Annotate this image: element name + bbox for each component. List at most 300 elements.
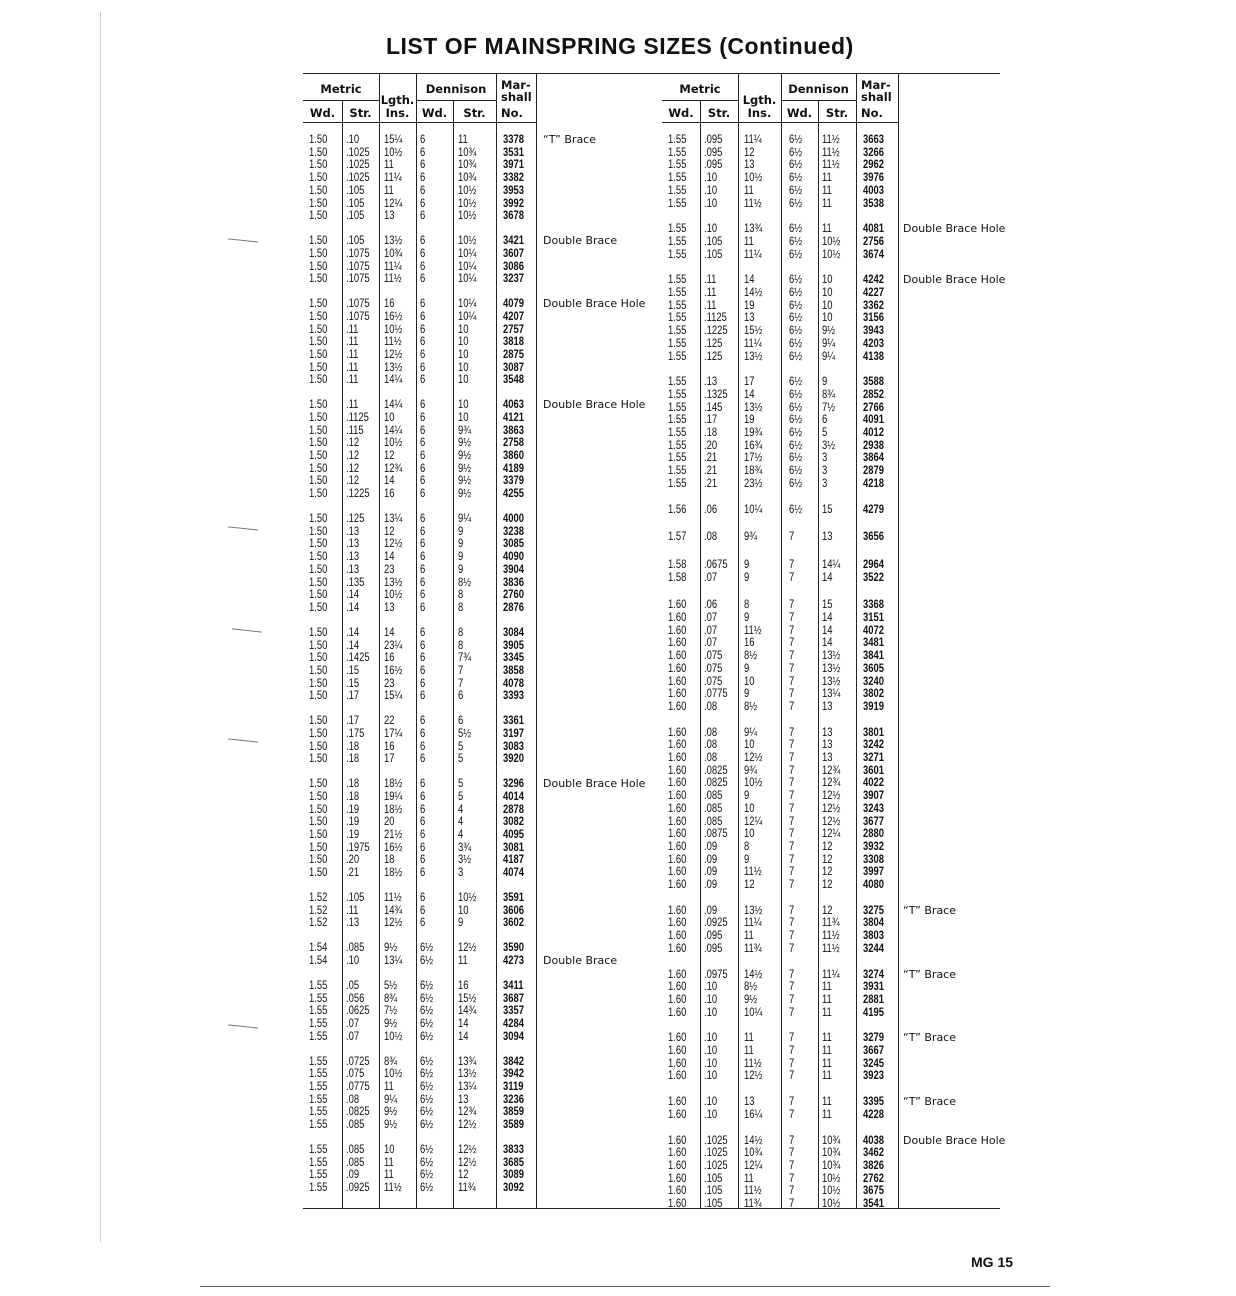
strength-cell: .085 bbox=[346, 942, 365, 955]
marshall-number-cell: 2876 bbox=[503, 601, 524, 614]
marshall-number-cell: 4273 bbox=[503, 955, 524, 967]
dennison-strength-cell: 8 bbox=[458, 639, 464, 652]
length-cell: 12½ bbox=[384, 538, 403, 551]
dennison-strength-cell: 10½ bbox=[822, 248, 841, 261]
strength-cell: .1975 bbox=[346, 841, 370, 854]
row-note: Double Brace Hole bbox=[543, 297, 646, 311]
dennison-strength-cell: 13½ bbox=[822, 675, 841, 688]
width-cell: 1.60 bbox=[668, 700, 687, 713]
marshall-number-cell: 3197 bbox=[503, 727, 524, 740]
header-bottom-rule bbox=[303, 122, 536, 123]
dennison-strength-cell: 7 bbox=[458, 677, 464, 690]
dennison-strength-cell: 12¾ bbox=[458, 1106, 477, 1119]
dennison-width-cell: 7 bbox=[789, 599, 795, 612]
length-cell: 21½ bbox=[384, 829, 403, 841]
dennison-strength-cell: 9½ bbox=[458, 462, 472, 475]
marshall-number-cell: 3678 bbox=[503, 210, 524, 223]
marshall-number-cell: 3656 bbox=[863, 531, 884, 544]
dennison-strength-cell: 10½ bbox=[458, 197, 477, 210]
dennison-width-cell: 6½ bbox=[789, 337, 803, 350]
strength-cell: .0825 bbox=[704, 764, 728, 777]
length-cell: 10 bbox=[744, 675, 755, 688]
dennison-width-cell: 6 bbox=[420, 917, 426, 930]
dennison-strength-cell: 3 bbox=[458, 867, 464, 880]
column-separator bbox=[781, 73, 782, 1208]
marshall-number-cell: 3238 bbox=[503, 525, 524, 538]
header-dennison-str: Str. bbox=[463, 106, 486, 120]
dennison-strength-cell: 6 bbox=[458, 715, 464, 728]
width-cell: 1.60 bbox=[668, 777, 687, 790]
table-bottom-rule bbox=[303, 1208, 1000, 1209]
dennison-width-cell: 6½ bbox=[789, 274, 803, 287]
strength-cell: .09 bbox=[704, 866, 718, 879]
row-note: “T” Brace bbox=[903, 1095, 956, 1109]
strength-cell: .14 bbox=[346, 601, 360, 614]
dennison-width-cell: 6½ bbox=[789, 503, 803, 516]
dennison-width-cell: 6½ bbox=[789, 465, 803, 478]
dennison-strength-cell: 10 bbox=[458, 374, 469, 387]
marshall-number-cell: 3244 bbox=[863, 942, 884, 955]
width-cell: 1.50 bbox=[309, 664, 328, 677]
marshall-number-cell: 3395 bbox=[863, 1096, 884, 1109]
dennison-strength-cell: 8¾ bbox=[822, 388, 836, 401]
dennison-strength-cell: 10¼ bbox=[458, 310, 477, 323]
dennison-strength-cell: 11½ bbox=[822, 159, 840, 172]
width-cell: 1.50 bbox=[309, 323, 328, 336]
dennison-width-cell: 6½ bbox=[789, 350, 803, 363]
dennison-width-cell: 6 bbox=[420, 146, 426, 159]
strength-cell: .095 bbox=[704, 134, 723, 146]
length-cell: 8¾ bbox=[384, 992, 398, 1005]
strength-cell: .14 bbox=[346, 589, 360, 602]
marshall-number-cell: 3548 bbox=[503, 374, 524, 387]
dennison-strength-cell: 10½ bbox=[458, 210, 477, 223]
width-cell: 1.60 bbox=[668, 1045, 687, 1057]
dennison-strength-cell: 9½ bbox=[822, 325, 836, 338]
dennison-width-cell: 7 bbox=[789, 675, 795, 688]
strength-cell: .10 bbox=[346, 134, 360, 146]
marshall-number-cell: 3942 bbox=[503, 1068, 524, 1081]
length-cell: 16 bbox=[384, 652, 395, 665]
marshall-number-cell: 3818 bbox=[503, 336, 524, 349]
dennison-width-cell: 7 bbox=[789, 1159, 795, 1172]
length-cell: 14 bbox=[384, 551, 395, 564]
length-cell: 11 bbox=[744, 184, 754, 197]
marshall-number-cell: 3907 bbox=[863, 790, 884, 803]
length-cell: 16 bbox=[384, 740, 395, 753]
strength-cell: .21 bbox=[704, 477, 718, 490]
strength-cell: .20 bbox=[346, 854, 360, 867]
header-wd: Wd. bbox=[309, 106, 336, 120]
marshall-number-cell: 4189 bbox=[503, 462, 524, 475]
strength-cell: .09 bbox=[704, 904, 718, 917]
dennison-width-cell: 7 bbox=[789, 866, 795, 879]
width-cell: 1.60 bbox=[668, 968, 687, 981]
header-ins: Ins. bbox=[385, 106, 410, 120]
strength-cell: .11 bbox=[346, 904, 359, 917]
strength-cell: .0775 bbox=[346, 1081, 370, 1093]
dennison-width-cell: 6½ bbox=[789, 223, 803, 236]
width-cell: 1.60 bbox=[668, 650, 687, 663]
dennison-width-cell: 6½ bbox=[420, 992, 434, 1005]
width-cell: 1.55 bbox=[309, 1030, 328, 1043]
header-str: Str. bbox=[707, 106, 731, 120]
row-note: Double Brace Hole bbox=[543, 777, 646, 791]
marshall-number-cell: 3462 bbox=[863, 1147, 884, 1160]
marshall-number-cell: 3382 bbox=[503, 172, 524, 185]
strength-cell: .1025 bbox=[346, 159, 370, 172]
strength-cell: .07 bbox=[346, 1030, 360, 1043]
dennison-strength-cell: 3 bbox=[822, 477, 828, 490]
dennison-strength-cell: 9½ bbox=[458, 488, 472, 501]
column-separator bbox=[496, 73, 497, 1208]
dennison-width-cell: 6 bbox=[420, 803, 426, 816]
dennison-width-cell: 6½ bbox=[789, 197, 803, 210]
width-cell: 1.50 bbox=[309, 488, 328, 501]
length-cell: 16½ bbox=[384, 664, 403, 677]
dennison-width-cell: 6 bbox=[420, 790, 426, 803]
strength-cell: .0925 bbox=[346, 1182, 370, 1195]
strength-cell: .13 bbox=[346, 525, 360, 538]
width-cell: 1.60 bbox=[668, 981, 687, 994]
dennison-strength-cell: 7½ bbox=[822, 401, 836, 414]
marshall-number-cell: 3971 bbox=[503, 159, 524, 172]
dennison-width-cell: 6½ bbox=[789, 477, 803, 490]
marshall-number-cell: 3275 bbox=[863, 904, 884, 917]
length-cell: 13 bbox=[744, 159, 755, 172]
dennison-width-cell: 6½ bbox=[420, 1093, 434, 1106]
marshall-number-cell: 4022 bbox=[863, 777, 884, 790]
dennison-width-cell: 7 bbox=[789, 1172, 795, 1185]
width-cell: 1.55 bbox=[668, 248, 687, 261]
marshall-number-cell: 3421 bbox=[503, 235, 524, 248]
dennison-strength-cell: 11 bbox=[822, 1057, 832, 1070]
width-cell: 1.50 bbox=[309, 626, 328, 639]
length-cell: 11¼ bbox=[384, 172, 402, 185]
length-cell: 9¼ bbox=[384, 1093, 398, 1106]
width-cell: 1.60 bbox=[668, 637, 687, 650]
dennison-strength-cell: 15 bbox=[822, 503, 833, 516]
dennison-strength-cell: 10½ bbox=[822, 1185, 841, 1198]
column-separator bbox=[856, 73, 857, 1208]
marshall-number-cell: 3531 bbox=[503, 146, 524, 159]
width-cell: 1.60 bbox=[668, 1032, 687, 1045]
strength-cell: .105 bbox=[346, 235, 365, 248]
dennison-strength-cell: 12 bbox=[822, 840, 833, 853]
dennison-strength-cell: 10½ bbox=[458, 892, 477, 904]
marshall-number-cell: 3859 bbox=[503, 1106, 524, 1119]
marshall-number-cell: 2760 bbox=[503, 589, 524, 602]
margin-mark bbox=[228, 1024, 258, 1028]
strength-cell: .10 bbox=[704, 1006, 718, 1019]
dennison-width-cell: 6 bbox=[420, 475, 426, 488]
length-cell: 16 bbox=[384, 488, 395, 501]
dennison-width-cell: 6½ bbox=[420, 1018, 434, 1030]
length-cell: 12½ bbox=[744, 1070, 763, 1083]
dennison-width-cell: 6 bbox=[420, 159, 426, 172]
length-cell: 9 bbox=[744, 571, 750, 584]
dennison-width-cell: 6½ bbox=[789, 325, 803, 338]
strength-cell: .115 bbox=[346, 424, 364, 437]
strength-cell: .11 bbox=[704, 287, 717, 299]
dennison-strength-cell: 3½ bbox=[822, 439, 836, 452]
width-cell: 1.54 bbox=[309, 942, 328, 955]
width-cell: 1.50 bbox=[309, 525, 328, 538]
strength-cell: .10 bbox=[704, 1057, 718, 1070]
marshall-number-cell: 3368 bbox=[863, 599, 884, 612]
header-lgth: Lgth. bbox=[380, 93, 415, 107]
length-cell: 13½ bbox=[384, 576, 403, 589]
strength-cell: .17 bbox=[704, 414, 718, 427]
length-cell: 8¾ bbox=[384, 1055, 398, 1068]
dennison-width-cell: 6½ bbox=[789, 414, 803, 427]
width-cell: 1.50 bbox=[309, 803, 328, 816]
dennison-width-cell: 6 bbox=[420, 626, 426, 639]
dennison-width-cell: 6½ bbox=[789, 235, 803, 248]
marshall-number-cell: 3674 bbox=[863, 248, 884, 261]
marshall-number-cell: 3919 bbox=[863, 700, 884, 713]
width-cell: 1.50 bbox=[309, 172, 328, 185]
length-cell: 11 bbox=[384, 159, 394, 172]
dennison-strength-cell: 11 bbox=[822, 993, 832, 1006]
width-cell: 1.55 bbox=[668, 427, 687, 439]
width-cell: 1.54 bbox=[309, 955, 328, 967]
length-cell: 8½ bbox=[744, 700, 758, 713]
strength-cell: .10 bbox=[704, 1032, 718, 1045]
width-cell: 1.60 bbox=[668, 764, 687, 777]
length-cell: 8 bbox=[744, 599, 750, 612]
header-metric: Metric bbox=[679, 82, 721, 96]
header-ins: Ins. bbox=[747, 106, 772, 120]
dennison-strength-cell: 12 bbox=[458, 1169, 469, 1182]
width-cell: 1.55 bbox=[309, 992, 328, 1005]
width-cell: 1.50 bbox=[309, 399, 328, 412]
dennison-strength-cell: 13 bbox=[822, 531, 833, 544]
length-cell: 23½ bbox=[744, 477, 763, 490]
dennison-width-cell: 6½ bbox=[420, 942, 434, 955]
marshall-number-cell: 3591 bbox=[503, 892, 524, 904]
width-cell: 1.55 bbox=[668, 388, 687, 401]
dennison-width-cell: 6 bbox=[420, 601, 426, 614]
dennison-width-cell: 7 bbox=[789, 1045, 795, 1057]
marshall-number-cell: 3590 bbox=[503, 942, 524, 955]
dennison-strength-cell: 13¼ bbox=[822, 688, 841, 701]
dennison-width-cell: 6 bbox=[420, 488, 426, 501]
dennison-width-cell: 7 bbox=[789, 981, 795, 994]
width-cell: 1.60 bbox=[668, 624, 687, 637]
dennison-strength-cell: 12½ bbox=[458, 942, 477, 955]
length-cell: 11½ bbox=[744, 624, 762, 637]
strength-cell: .08 bbox=[704, 700, 718, 713]
strength-cell: .1225 bbox=[704, 325, 728, 338]
dennison-width-cell: 6½ bbox=[789, 134, 803, 146]
width-cell: 1.50 bbox=[309, 551, 328, 564]
dennison-width-cell: 7 bbox=[789, 752, 795, 764]
strength-cell: .13 bbox=[346, 563, 360, 576]
marshall-number-cell: 3801 bbox=[863, 726, 884, 739]
dennison-width-cell: 7 bbox=[789, 1108, 795, 1121]
marshall-number-cell: 3601 bbox=[863, 764, 884, 777]
length-cell: 9 bbox=[744, 558, 750, 571]
dennison-width-cell: 6 bbox=[420, 727, 426, 740]
dennison-strength-cell: 16 bbox=[458, 979, 469, 992]
length-cell: 13¾ bbox=[744, 223, 763, 236]
dennison-width-cell: 7 bbox=[789, 1006, 795, 1019]
width-cell: 1.55 bbox=[309, 1081, 328, 1093]
marshall-number-cell: 3119 bbox=[503, 1081, 524, 1093]
dennison-width-cell: 7 bbox=[789, 917, 795, 930]
dennison-strength-cell: 13½ bbox=[822, 662, 841, 675]
length-cell: 13 bbox=[744, 312, 755, 325]
dennison-strength-cell: 11 bbox=[458, 955, 468, 967]
marshall-number-cell: 3236 bbox=[503, 1093, 524, 1106]
dennison-strength-cell: 4 bbox=[458, 816, 464, 829]
dennison-width-cell: 6 bbox=[420, 841, 426, 854]
dennison-strength-cell: 10¼ bbox=[458, 247, 477, 260]
width-cell: 1.55 bbox=[309, 1169, 328, 1182]
marshall-number-cell: 3802 bbox=[863, 688, 884, 701]
length-cell: 9 bbox=[744, 688, 750, 701]
dennison-strength-cell: 10½ bbox=[458, 235, 477, 248]
dennison-width-cell: 6 bbox=[420, 664, 426, 677]
strength-cell: .11 bbox=[346, 374, 359, 387]
length-cell: 19¾ bbox=[744, 427, 763, 439]
dennison-strength-cell: 12½ bbox=[822, 802, 841, 815]
margin-mark bbox=[228, 238, 258, 242]
length-cell: 12¼ bbox=[744, 1159, 763, 1172]
dennison-strength-cell: 11 bbox=[822, 184, 832, 197]
length-cell: 9 bbox=[744, 612, 750, 624]
dennison-width-cell: 6 bbox=[420, 310, 426, 323]
length-cell: 11¼ bbox=[744, 337, 762, 350]
dennison-width-cell: 6 bbox=[420, 361, 426, 374]
marshall-number-cell: 4000 bbox=[503, 513, 524, 525]
length-cell: 18½ bbox=[384, 778, 403, 791]
length-cell: 11 bbox=[744, 1032, 754, 1045]
marshall-number-cell: 3411 bbox=[503, 979, 524, 992]
dennison-width-cell: 6 bbox=[420, 273, 426, 286]
dennison-strength-cell: 10¾ bbox=[458, 146, 477, 159]
strength-cell: .0725 bbox=[346, 1055, 370, 1068]
strength-cell: .10 bbox=[704, 172, 718, 185]
header-dennison-str: Str. bbox=[825, 106, 849, 120]
length-cell: 9½ bbox=[384, 1119, 398, 1132]
marshall-number-cell: 3685 bbox=[503, 1156, 524, 1169]
width-cell: 1.50 bbox=[309, 854, 328, 867]
length-cell: 20 bbox=[384, 816, 395, 829]
length-cell: 11 bbox=[384, 184, 394, 197]
dennison-strength-cell: 13¼ bbox=[458, 1081, 477, 1093]
dennison-width-cell: 6 bbox=[420, 816, 426, 829]
strength-cell: .0875 bbox=[704, 828, 728, 841]
dennison-width-cell: 7 bbox=[789, 904, 795, 917]
marshall-number-cell: 3667 bbox=[863, 1045, 884, 1057]
strength-cell: .19 bbox=[346, 803, 360, 816]
row-note: Double Brace Hole bbox=[903, 222, 1006, 236]
header-bottom-rule bbox=[662, 122, 898, 123]
strength-cell: .18 bbox=[346, 740, 360, 753]
dennison-strength-cell: 15 bbox=[822, 599, 833, 612]
marshall-number-cell: 3242 bbox=[863, 739, 884, 752]
length-cell: 11¼ bbox=[384, 260, 402, 273]
dennison-width-cell: 6½ bbox=[420, 1068, 434, 1081]
dennison-width-cell: 6½ bbox=[420, 1169, 434, 1182]
strength-cell: .11 bbox=[346, 323, 359, 336]
length-cell: 13½ bbox=[384, 235, 403, 248]
marshall-number-cell: 3858 bbox=[503, 664, 524, 677]
dennison-width-cell: 7 bbox=[789, 624, 795, 637]
length-cell: 13½ bbox=[384, 361, 403, 374]
length-cell: 14 bbox=[384, 626, 395, 639]
width-cell: 1.60 bbox=[668, 917, 687, 930]
strength-cell: .0625 bbox=[346, 1005, 370, 1018]
marshall-number-cell: 4014 bbox=[503, 790, 524, 803]
width-cell: 1.50 bbox=[309, 348, 328, 361]
length-cell: 11¾ bbox=[744, 942, 762, 955]
dennison-width-cell: 6 bbox=[420, 753, 426, 766]
marshall-number-cell: 3804 bbox=[863, 917, 884, 930]
strength-cell: .1025 bbox=[704, 1147, 728, 1160]
length-cell: 10½ bbox=[744, 172, 763, 185]
dennison-strength-cell: 10 bbox=[458, 336, 469, 349]
dennison-strength-cell: 3½ bbox=[458, 854, 472, 867]
header-marshall: Mar- shall bbox=[501, 78, 532, 104]
header-wd: Wd. bbox=[668, 106, 694, 120]
length-cell: 10½ bbox=[384, 1030, 403, 1043]
dennison-width-cell: 7 bbox=[789, 700, 795, 713]
dennison-width-cell: 6½ bbox=[789, 312, 803, 325]
marshall-number-cell: 3271 bbox=[863, 752, 884, 764]
strength-cell: .1075 bbox=[346, 310, 370, 323]
length-cell: 12 bbox=[384, 525, 395, 538]
dennison-strength-cell: 10¾ bbox=[822, 1159, 841, 1172]
width-cell: 1.60 bbox=[668, 802, 687, 815]
dennison-width-cell: 6 bbox=[420, 374, 426, 387]
dennison-strength-cell: 9 bbox=[458, 538, 464, 551]
dennison-width-cell: 7 bbox=[789, 879, 795, 891]
marshall-number-cell: 4207 bbox=[503, 310, 524, 323]
dennison-strength-cell: 10½ bbox=[822, 1198, 841, 1210]
length-cell: 9¾ bbox=[744, 531, 758, 544]
dennison-width-cell: 6 bbox=[420, 576, 426, 589]
width-cell: 1.56 bbox=[668, 503, 687, 516]
marshall-number-cell: 2762 bbox=[863, 1172, 884, 1185]
marshall-number-cell: 3826 bbox=[863, 1159, 884, 1172]
dennison-strength-cell: 10¼ bbox=[458, 273, 477, 286]
dennison-width-cell: 6 bbox=[420, 134, 426, 146]
width-cell: 1.55 bbox=[668, 223, 687, 236]
dennison-width-cell: 7 bbox=[789, 1057, 795, 1070]
marshall-number-cell: 3089 bbox=[503, 1169, 524, 1182]
dennison-width-cell: 6½ bbox=[789, 159, 803, 172]
marshall-number-cell: 3920 bbox=[503, 753, 524, 766]
column-separator bbox=[818, 101, 819, 1208]
row-note: “T” Brace bbox=[903, 1031, 956, 1045]
strength-cell: .1325 bbox=[704, 388, 728, 401]
dennison-strength-cell: 7¾ bbox=[458, 652, 472, 665]
dennison-width-cell: 6½ bbox=[789, 388, 803, 401]
strength-cell: .085 bbox=[704, 790, 723, 803]
dennison-width-cell: 6 bbox=[420, 715, 426, 728]
marshall-number-cell: 3156 bbox=[863, 312, 884, 325]
strength-cell: .18 bbox=[346, 753, 360, 766]
length-cell: 15½ bbox=[744, 325, 763, 338]
dennison-width-cell: 6½ bbox=[789, 439, 803, 452]
strength-cell: .13 bbox=[704, 376, 718, 389]
dennison-width-cell: 6 bbox=[420, 740, 426, 753]
dennison-width-cell: 6 bbox=[420, 323, 426, 336]
dennison-width-cell: 6½ bbox=[420, 1055, 434, 1068]
